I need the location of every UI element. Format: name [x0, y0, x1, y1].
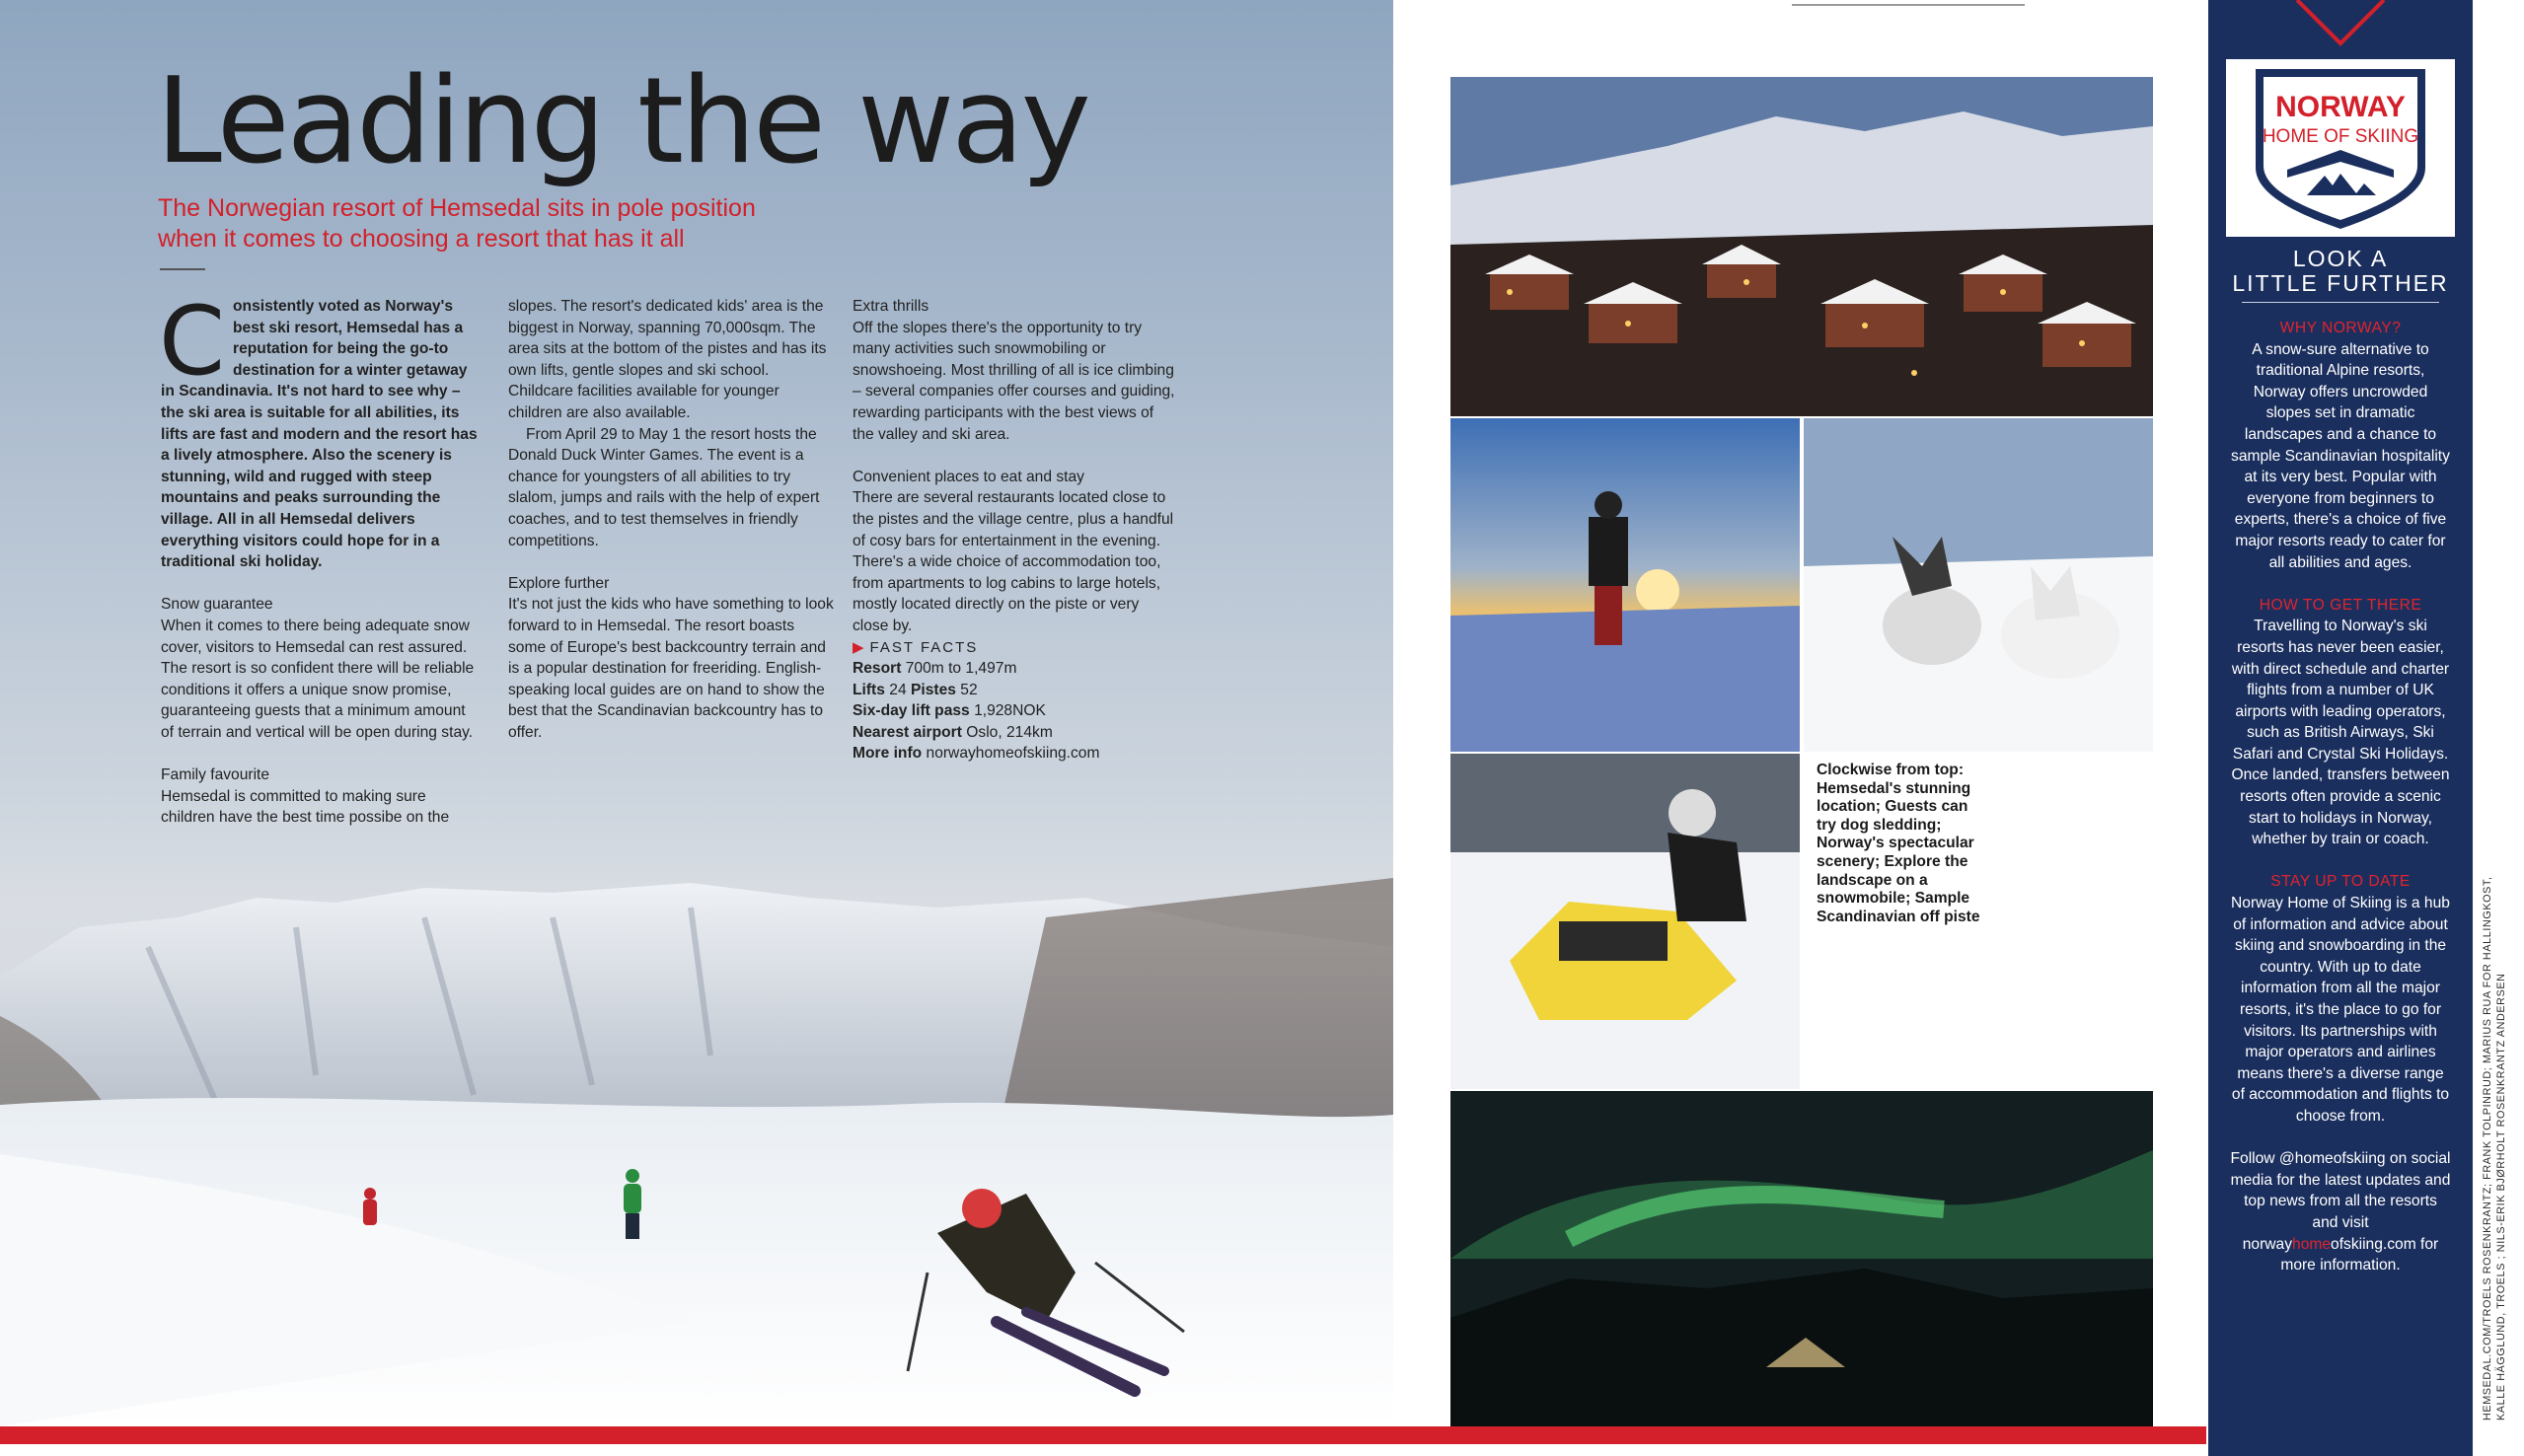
sidebar-divider: [2242, 302, 2439, 303]
headline: Leading the way: [156, 53, 1088, 190]
fact-airport: Nearest airport Oslo, 214km: [853, 723, 1053, 741]
skier-figure-far: [363, 1188, 377, 1225]
shield-logo-icon: [2226, 59, 2455, 237]
hero-ski-slope-image: [0, 858, 1393, 1426]
drop-cap: C: [159, 286, 226, 397]
how-to-get-there-heading: HOW TO GET THERE: [2259, 596, 2422, 614]
kids-area-paragraph: slopes. The resort's dedicated kids' area is the biggest in Norway, spanning 70,000sqm. The area sits at the bottom of the pistes and has its own lifts, gentle slopes and ski school. Childcare facilities available for younger children are also available.: [508, 298, 827, 421]
fast-facts-list: [853, 658, 1178, 764]
winter-games-paragraph: From April 29 to May 1 the resort hosts the Donald Duck Winter Games. The event is a chance for youngsters of all abilities to try slalom, jumps and rails with the help of expert coaches, and to test themselves in friendly competitions.: [508, 425, 820, 549]
backcountry-sunset-photo: [1450, 418, 1800, 752]
triangle-arrow-icon: ▶: [853, 638, 866, 656]
village-night-photo: [1450, 77, 2153, 416]
family-favourite-heading: Family favourite: [161, 766, 270, 784]
fact-more-info: More info norwayhomeofskiing.com: [853, 745, 1100, 763]
why-norway-heading: WHY NORWAY?: [2279, 320, 2402, 336]
dog-sledding-photo: [1804, 418, 2153, 752]
text-column-2: [508, 296, 834, 743]
photo-credits: HEMSEDAL.COM/TROELS ROSENKRANTZ; FRANK TOLPINRUD; MARIUS RUA FOR HALLINGKOST, KALLE HÄGGLUND, TROELS ; NILS-ERIK BJØRHOLT ROSENKRANTZ ANDERSEN: [2482, 876, 2507, 1420]
chevron-down-icon: [2291, 0, 2390, 51]
snow-guarantee-heading: Snow guarantee: [161, 596, 273, 614]
photo-caption: Clockwise from top: Hemsedal's stunning location; Guests can try dog sledding; Norway's spectacular scenery; Explore the landscape on a snowmobile; Sample Scandinavian off piste: [1817, 762, 1980, 925]
bottom-white-strip: [0, 1444, 2206, 1456]
text-column-3: [853, 296, 1178, 764]
fact-resort: Resort 700m to 1,497m: [853, 660, 1017, 678]
standfirst-line-2: when it comes to choosing a resort that has it all: [158, 225, 685, 253]
norway-home-of-skiing-logo: [2226, 59, 2455, 237]
standfirst-line-1: The Norwegian resort of Hemsedal sits in pole position: [158, 194, 756, 222]
fact-lift-pass: Six-day lift pass 1,928NOK: [853, 702, 1046, 720]
eat-stay-heading: Convenient places to eat and stay: [853, 468, 1084, 485]
logo-text-home-of-skiing: HOME OF SKIING: [2262, 126, 2419, 147]
snowmobile-photo: [1450, 754, 1800, 1089]
explore-further-body: It's not just the kids who have something to look forward to in Hemsedal. The resort boasts some of Europe's best backcountry terrain and is a popular destination for freeriding. English-speaking local guides are on hand to show the best that the Scandinavian backcountry has to offer.: [508, 596, 834, 741]
how-to-get-there-body: Travelling to Norway's ski resorts has never been easier, with direct schedule and charter flights from a number of UK airports with leading operators, such as British Airways, Ski Safari and Crystal Ski Holidays. Once landed, transfers between resorts often provide a scenic start to holidays in Norway, whether by train or coach.: [2231, 618, 2450, 848]
follow-paragraph: Follow @homeofskiing on social media for the latest updates and top news from all the resorts and visit norwayhomeofskiing.com for more information.: [2230, 1150, 2451, 1274]
sidebar-panel: [2208, 0, 2473, 1456]
family-favourite-body: Hemsedal is committed to making sure children have the best time possibe on the: [161, 787, 450, 827]
explore-further-heading: Explore further: [508, 574, 610, 592]
northern-lights-photo: [1450, 1091, 2153, 1426]
logo-text-norway: NORWAY: [2275, 91, 2406, 123]
fast-facts-heading: ▶ FAST FACTS: [853, 638, 979, 656]
extra-thrills-body: Off the slopes there's the opportunity to try many activities such snowmobiling or snowshoeing. Most thrilling of all is ice climbing – several companies offer courses and guiding, rewarding participants with the best views of the valley and ski area.: [853, 319, 1175, 443]
extra-thrills-heading: Extra thrills: [853, 298, 929, 315]
stay-up-to-date-body: Norway Home of Skiing is a hub of information and advice about skiing and snowboarding in the country. With up to date information from all the major resorts, it's the place to go for visitors. Its partnerships with major operators and airlines means there's a diverse range of accommodation and flights to choose from.: [2231, 895, 2450, 1125]
snow-guarantee-body: When it comes to there being adequate snow cover, visitors to Hemsedal can rest assured. The resort is so confident there will be reliable conditions it offers a unique snow promise, guaranteeing guests that a minimum amount of terrain and vertical will be open during stay.: [161, 617, 475, 741]
website-link[interactable]: norwayhomeofskiing.com: [2242, 1235, 2416, 1253]
fact-lifts-pistes: Lifts 24 Pistes 52: [853, 681, 978, 698]
intro-paragraph: [159, 286, 481, 573]
intro-text: onsistently voted as Norway's best ski resort, Hemsedal has a reputation for being the go-to destination for a winter getaway in Scandinavia. It's not hard to see why – the ski area is suitable for all abilities, its lifts are fast and modern and the resort has a lively atmosphere. Also the scenery is stunning, wild and rugged with steep mountains and peaks surrounding the village. All in all Hemsedal delivers everything visitors could hope for in a traditional ski holiday.: [161, 298, 478, 571]
why-norway-body: A snow-sure alternative to traditional Alpine resorts, Norway offers uncrowded slopes set in dramatic landscapes and a chance to sample Scandinavian hospitality at its very best. Popular with everyone from beginners to experts, there's a choice of five major resorts ready to cater for all abilities and ages.: [2231, 340, 2450, 571]
divider: [160, 268, 205, 270]
text-column-1: [159, 286, 481, 829]
eat-stay-body: There are several restaurants located close to the pistes and the village centre, plus a handful of cosy bars for entertainment in the evening. There's a wide choice of accommodation too, from apartments to log cabins to large hotels, mostly located directly on the piste or very close by.: [853, 489, 1174, 634]
bottom-red-bar: [0, 1426, 2206, 1444]
standfirst: [158, 193, 849, 255]
look-a-little-further-heading: LOOK A LITTLE FURTHER: [2232, 246, 2449, 296]
top-rule: [1792, 4, 2025, 6]
stay-up-to-date-heading: STAY UP TO DATE: [2270, 873, 2411, 891]
sidebar-body: [2230, 318, 2451, 1276]
